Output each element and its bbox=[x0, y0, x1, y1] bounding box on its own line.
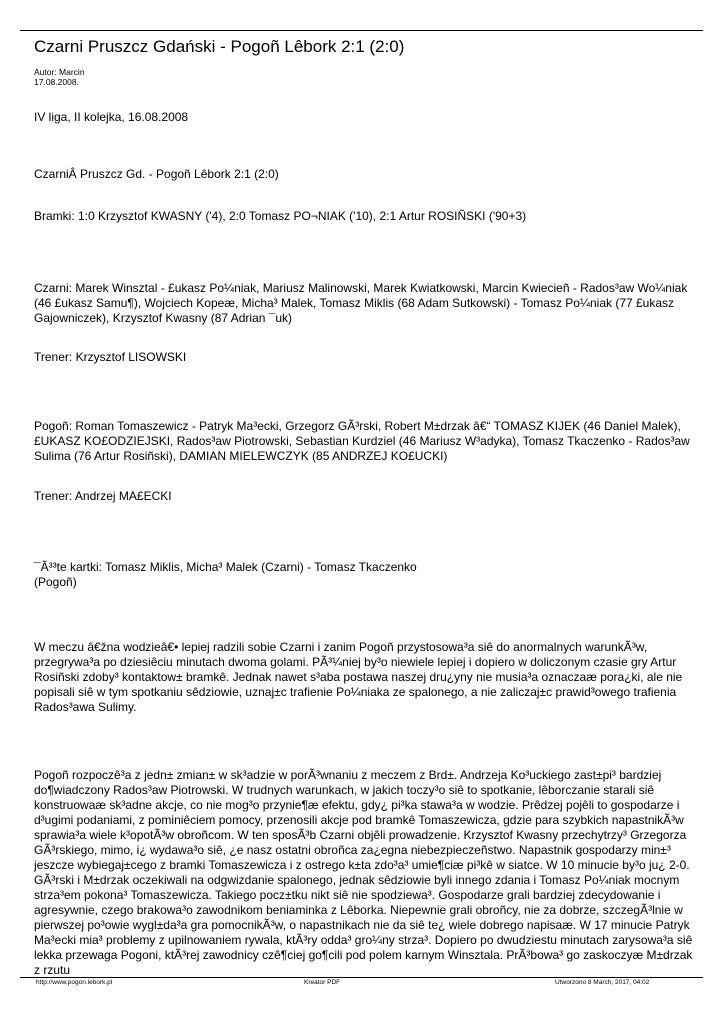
footer-generator: Kreator PDF bbox=[304, 979, 341, 986]
report-paragraph-1: W meczu â€žna wodzieâ€• lepiej radzili sobie Czarni i zanim Pogoñ przystosowa³a siê do anormalnych warunkÃ³w, przegrywa³a po dziesiêciu minutach dwoma golami. PÃ³¼niej by³o niewiele lepiej i dopiero w doliczonym czasie gry Artur Rosiñski zdoby³ kontaktow± bramkê. Jednak nawet s³aba postawa naszej dru¿yny nie musia³a oznaczaæ pora¿ki, ale nie popisali siê w tym spotkaniu sêdziowie, uznaj±c trafienie Po¼niaka ze spalonego, a nie zaliczaj±c prawid³owego trafienia Rados³awa Sulimy. bbox=[34, 640, 683, 714]
goals-line: Bramki: 1:0 Krzysztof KWASNY ('4), 2:0 Tomasz PO¬NIAK ('10), 2:1 Artur ROSIÑSKI ('90+3) bbox=[34, 209, 527, 223]
header-rule bbox=[20, 30, 703, 31]
article-meta bbox=[34, 67, 85, 87]
date-line: 17.08.2008. bbox=[34, 77, 79, 87]
match-line: CzarniÂ Pruszcz Gd. - Pogoñ Lêbork 2:1 (2:0) bbox=[34, 167, 279, 181]
cards-line-1: ¯Ã³³te kartki: Tomasz Miklis, Micha³ Malek (Czarni) - Tomasz Tkaczenko bbox=[34, 560, 417, 574]
league-line: IV liga, II kolejka, 16.08.2008 bbox=[34, 110, 189, 124]
cards-paragraph bbox=[34, 560, 694, 590]
pogon-lineup: Pogoñ: Roman Tomaszewicz - Patryk Ma³ecki, Grzegorz GÃ³rski, Robert M±drzak â€“ TOMASZ KIJEK (46 Daniel Malek), £UKASZ KO£ODZIEJSKI, Rados³aw Piotrowski, Sebastian Kurdziel (46 Mariusz W³adyka), Tomasz Tkaczenko - Rados³aw Sulima (76 Artur Rosiñski), DAMIAN MIELEWCZYK (85 ANDRZEJ KO£UCKI) bbox=[34, 419, 690, 463]
footer-url: http://www.pogon.lebork.pl bbox=[36, 979, 113, 986]
cards-line-2: (Pogoñ) bbox=[34, 575, 77, 589]
report-paragraph-2: Pogoñ rozpoczê³a z jedn± zmian± w sk³adzie w porÃ³wnaniu z meczem z Brd±. Andrzeja Ko³uckiego zast±pi³ bardziej do¶wiadczony Rados³aw Piotrowski. W trudnych warunkach, w jakich toczy³o siê to spotkanie, lêborczanie starali siê konstruowaæ sk³adne akcje, co nie mog³o przynie¶æ efektu, gdy¿ pi³ka stawa³a w wodzie. Prêdzej pojêli to gospodarze i d³ugimi podaniami, z pominiêciem pomocy, przenosili akcje pod bramkê Tomaszewicza, gdzie para szybkich napastnikÃ³w sprawia³a wiele k³opotÃ³w obroñcom. W ten sposÃ³b Czarni objêli prowadzenie. Krzysztof Kwasny przechytrzy³ Grzegorza GÃ³rskiego, mimo, i¿ wydawa³o siê, ¿e nasz ostatni obroñca za¿egna niebezpieczeñstwo. Napastnik gospodarzy min±³ jeszcze wybiegaj±cego z bramki Tomaszewicza i z ostrego k±ta zdo³a³ umie¶ciæ pi³kê w siatce. W 10 minucie by³o ju¿ 2-0. GÃ³rski i M±drzak oczekiwali na odgwizdanie spalonego, jednak sêdziowie byli innego zdania i Tomasz Po¼niak mocnym strza³em pokona³ Tomaszewicza. Takiego pocz±tku nikt siê nie spodziewa³. Gospodarze grali bardziej zdecydowanie i agresywnie, czego brakowa³o zawodnikom beniaminka z Lêborka. Niepewnie grali obroñcy, nie za dobrze, szczegÃ³lnie w pierwszej po³owie wygl±da³a gra pomocnikÃ³w, o napastnikach nie da siê te¿ wiele dobrego napisaæ. W 17 minucie Patryk Ma³ecki mia³ problemy z upilnowaniem rywala, ktÃ³ry odda³ gro¼ny strza³. Dopiero po dwudziestu minutach zarysowa³a siê lekka przewaga Pogoni, ktÃ³rej zawodnicy czê¶ciej go¶cili pod polem karnym Winsztala. PrÃ³bowa³ go zaskoczyæ M±drzak z rzutu bbox=[34, 768, 693, 977]
pogon-coach: Trener: Andrzej MA£ECKI bbox=[34, 489, 172, 503]
czarni-lineup: Czarni: Marek Winsztal - £ukasz Po¼niak, Mariusz Malinowski, Marek Kwiatkowski, Marcin Kwiecieñ - Rados³aw Wo¼niak (46 £ukasz Samu¶), Wojciech Kopeæ, Micha³ Malek, Tomasz Miklis (68 Adam Sutkowski) - Tomasz Po¼niak (77 £ukasz Gajowniczek), Krzysztof Kwasny (87 Adrian ¯uk) bbox=[34, 281, 688, 325]
footer-created: Utworzono 8 March, 2017, 04:02 bbox=[555, 979, 650, 986]
page-title: Czarni Pruszcz Gdański - Pogoñ Lêbork 2:1 (2:0) bbox=[34, 37, 405, 56]
author-line: Autor: Marcin bbox=[34, 67, 85, 77]
footer-rule bbox=[20, 977, 703, 978]
czarni-coach: Trener: Krzysztof LISOWSKI bbox=[34, 350, 187, 364]
